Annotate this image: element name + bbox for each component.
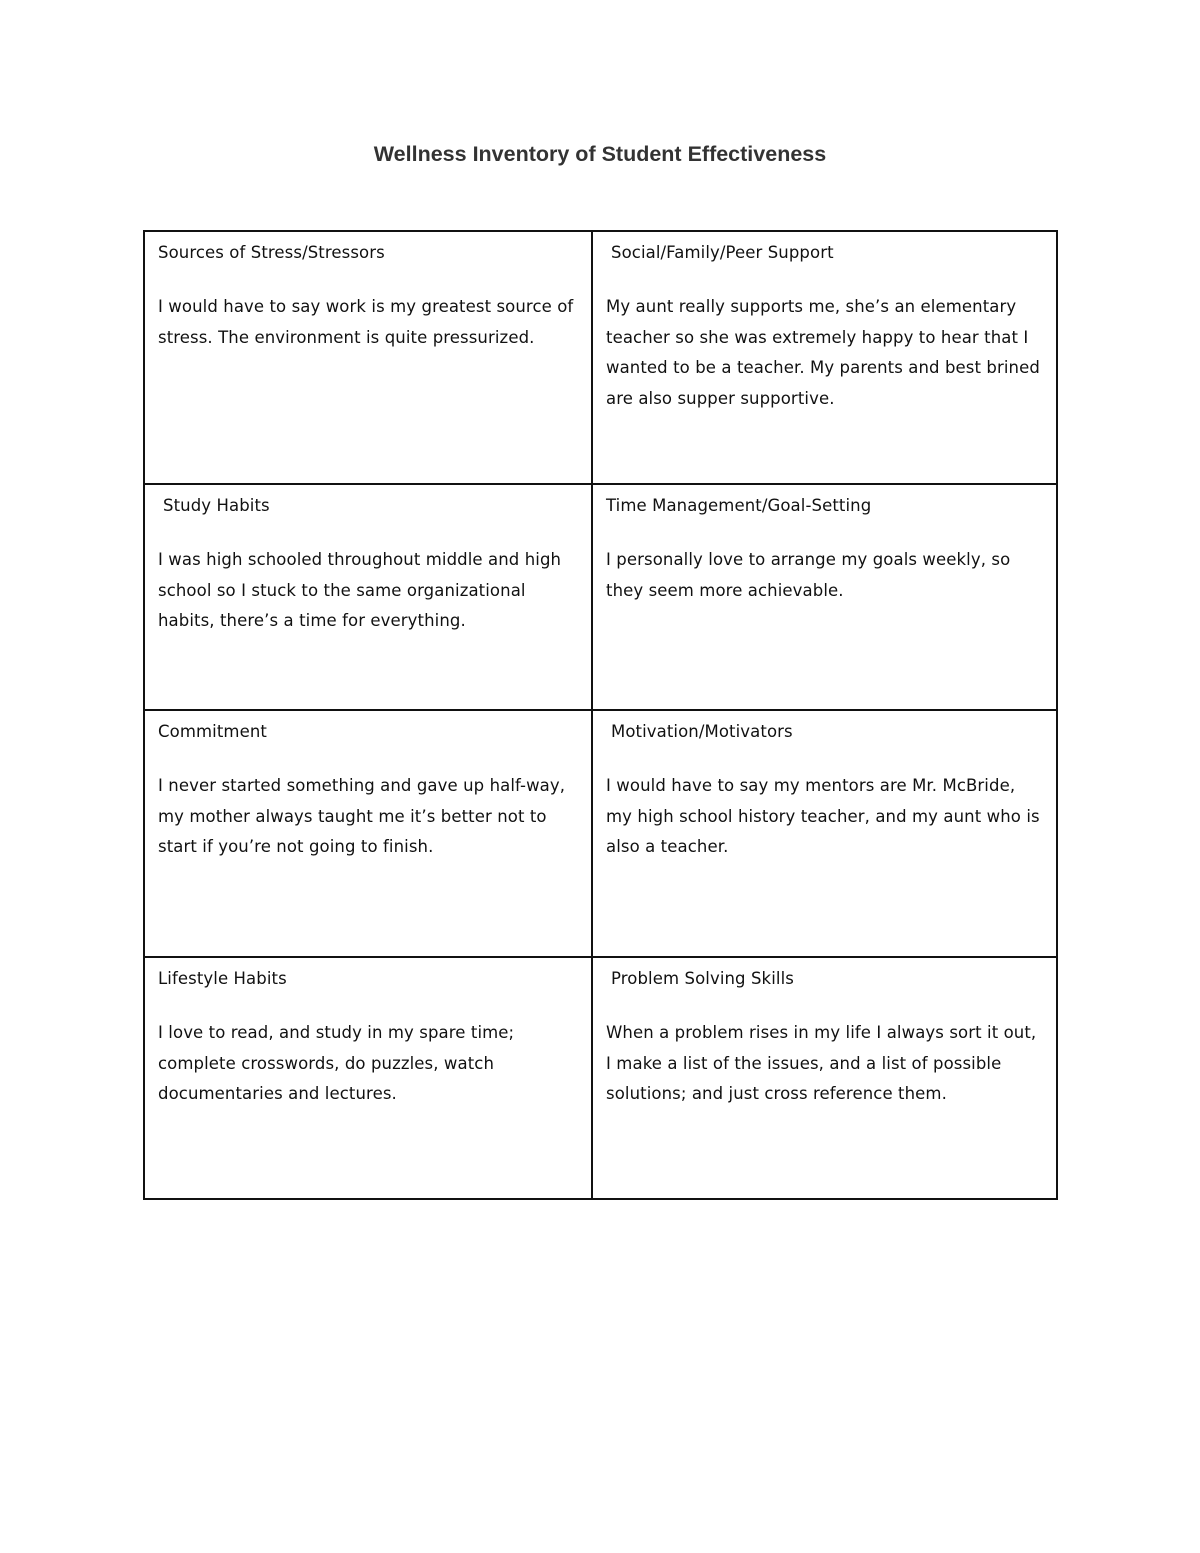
- cell-study-habits: [145, 485, 593, 711]
- cell-heading: Study Habits: [163, 496, 270, 515]
- cell-problem-solving: [593, 958, 1056, 1198]
- cell-heading: Sources of Stress/Stressors: [158, 243, 385, 262]
- cell-social-support: [593, 232, 1056, 485]
- cell-body: I would have to say my mentors are Mr. McBride, my high school history teacher, and my aunt who is also a teacher.: [606, 776, 1040, 856]
- cell-commitment: [145, 711, 593, 958]
- cell-heading: Problem Solving Skills: [611, 969, 794, 988]
- cell-time-management: [593, 485, 1056, 711]
- cell-sources-of-stress: [145, 232, 593, 485]
- cell-heading: Lifestyle Habits: [158, 969, 287, 988]
- cell-heading: Time Management/Goal-Setting: [606, 496, 872, 515]
- wellness-inventory-table: [143, 230, 1058, 1200]
- cell-heading: Commitment: [158, 722, 267, 741]
- cell-motivation: [593, 711, 1056, 958]
- cell-body: My aunt really supports me, she’s an elementary teacher so she was extremely happy to hear that I wanted to be a teacher. My parents and best brined are also supper supportive.: [606, 297, 1040, 408]
- cell-heading: Motivation/Motivators: [611, 722, 793, 741]
- cell-body: I would have to say work is my greatest source of stress. The environment is quite pressurized.: [158, 297, 574, 347]
- cell-body: I was high schooled throughout middle and high school so I stuck to the same organizational habits, there’s a time for everything.: [158, 550, 562, 630]
- cell-body: I love to read, and study in my spare time; complete crosswords, do puzzles, watch documentaries and lectures.: [158, 1023, 515, 1103]
- cell-body: I never started something and gave up half-way, my mother always taught me it’s better not to start if you’re not going to finish.: [158, 776, 566, 856]
- cell-lifestyle-habits: [145, 958, 593, 1198]
- cell-heading: Social/Family/Peer Support: [611, 243, 834, 262]
- document-title: Wellness Inventory of Student Effectiveness: [373, 142, 827, 166]
- cell-body: When a problem rises in my life I always sort it out, I make a list of the issues, and a list of possible solutions; and just cross reference them.: [606, 1023, 1037, 1103]
- cell-body: I personally love to arrange my goals weekly, so they seem more achievable.: [606, 550, 1011, 600]
